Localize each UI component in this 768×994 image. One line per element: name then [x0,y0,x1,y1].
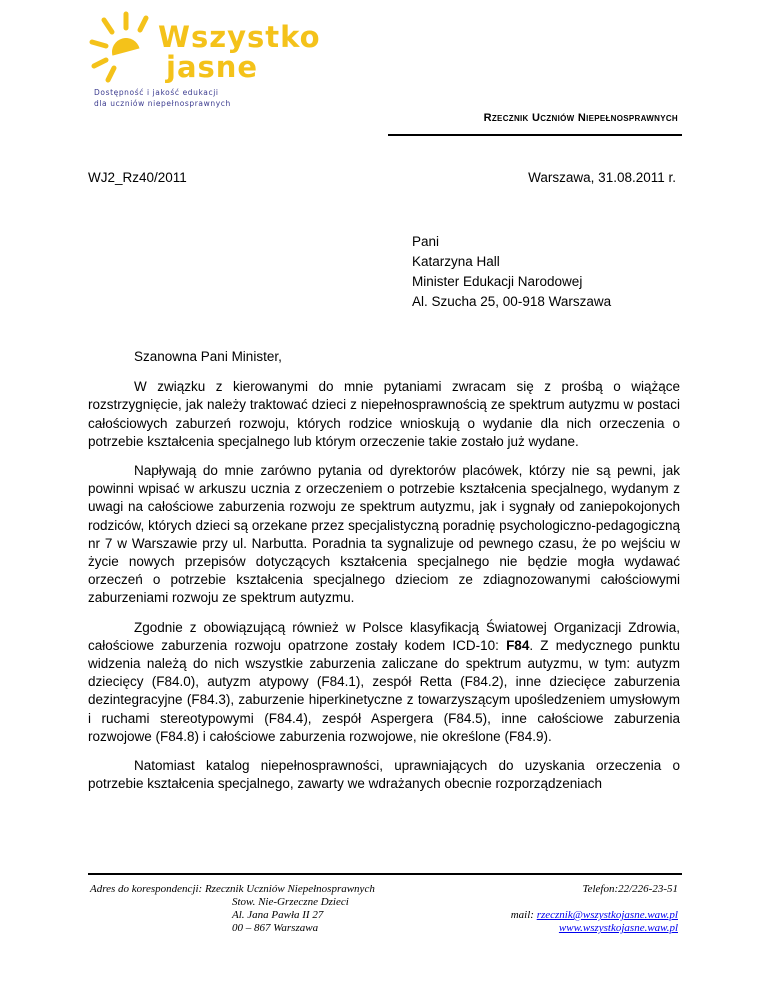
logo-title-line1: Wszystko [158,20,321,54]
paragraph-1: W związku z kierowanymi do mnie pytaniami zwracam się z prośbą o wiążące rozstrzygnięcie, jak należy traktować dzieci z niepełnosprawnością ze spektrum autyzmu w postaci całościowych zaburzeń rozwoju, których rodzice wnioskują o wydanie dla nich orzeczenia o potrzebie kształcenia specjalnego lub którym orzeczenie takie zostało już wydane. [88,379,680,449]
greeting: Szanowna Pani Minister, [134,349,282,364]
addressee-address: Al. Szucha 25, 00-918 Warszawa [412,294,612,309]
logo-tagline-line1: Dostępność i jakość edukacji [94,88,219,97]
letter-date: Warszawa, 31.08.2011 r. [528,170,676,185]
addressee-position: Minister Edukacji Narodowej [412,274,583,289]
logo [88,8,321,118]
addressee-name: Katarzyna Hall [412,254,500,269]
icd-code: F84 [506,637,530,653]
footer-divider [88,873,682,875]
footer-address-line4: 00 – 867 Warszawa [232,922,319,934]
paragraph-3 [88,619,680,746]
footer-website-link[interactable]: www.wszystkojasne.waw.pl [558,922,678,934]
footer-contact [511,883,678,935]
footer-address-line3: Al. Jana Pawła II 27 [232,909,324,921]
letter-body [88,348,680,804]
footer-phone: Telefon:22/226-23-51 [582,883,678,895]
logo-title-line2: jasne [166,50,259,84]
footer-email-label: mail: [510,909,537,921]
paragraph-4: Natomiast katalog niepełnosprawności, uprawniających do uzyskania orzeczenia o potrzebie kształcenia specjalnego, zawarty we wdrażanych obecnie rozporządzeniach [88,758,680,792]
paragraph-3-start: Zgodnie z obowiązującą również w Polsce klasyfikacją Światowej Organizacji Zdrowia, całościowe zaburzenia rozwoju opatrzone zostały kodem ICD-10: [88,619,680,653]
addressee-block [412,232,611,312]
paragraph-3-end: . Z medycznego punktu widzenia należą do nich wszystkie zaburzenia zaliczane do spektrum autyzmu, w tym: autyzm dziecięcy (F84.0), autyzm atypowy (F84.1), zespół Retta (F84.2), inne dziecięce zaburzenia dezintegracyjne (F84.3), zaburzenie hiperkinetyczne z towarzyszącym upośledzeniem umysłowym i ruchami stereotypowymi (F84.4), zespół Aspergera (F84.5), inne całościowe zaburzenia rozwojowe (F84.8) i całościowe zaburzenia rozwojowe, nie określone (F84.9). [88,637,680,744]
addressee-salutation: Pani [412,234,440,249]
footer-address-label: Adres do korespondencji: Rzecznik Uczniów Niepełnosprawnych [90,883,375,895]
sun-icon [88,8,168,88]
footer-address-line2: Stow. Nie-Grzeczne Dzieci [232,896,349,908]
logo-title [158,22,321,82]
footer-email-link[interactable]: rzecznik@wszystkojasne.waw.pl [536,909,678,921]
footer-email-line [511,909,678,922]
paragraph-2: Napływają do mnie zarówno pytania od dyrektorów placówek, którzy nie są pewni, jak powinni wpisać w arkuszu ucznia z orzeczeniem o potrzebie kształcenia specjalnego, wydanym z uwagi na całościowe zaburzenia rozwoju ze spektrum autyzmu, jak i sygnały od zaniepokojonych rodziców, których dzieci są orzekane przez specjalistyczną poradnię psychologiczno-pedagogiczną nr 7 w Warszawie przy ul. Narbutta. Poradnia ta sygnalizuje od pewnego czasu, że po wejściu w życie nowych przepisów dotyczących kształcenia specjalnego nie będzie mogła wydawać orzeczeń o potrzebie kształcenia specjalnego dzieciom ze zdiagnozowanymi całościowymi zaburzeniami rozwoju ze spektrum autyzmu. [88,463,680,606]
org-title: Rzecznik Uczniów Niepełnosprawnych [483,112,678,124]
reference-number: WJ2_Rz40/2011 [88,170,187,185]
header-divider [388,134,682,136]
logo-tagline-line2: dla uczniów niepełnosprawnych [94,99,231,108]
footer-address [90,883,375,935]
